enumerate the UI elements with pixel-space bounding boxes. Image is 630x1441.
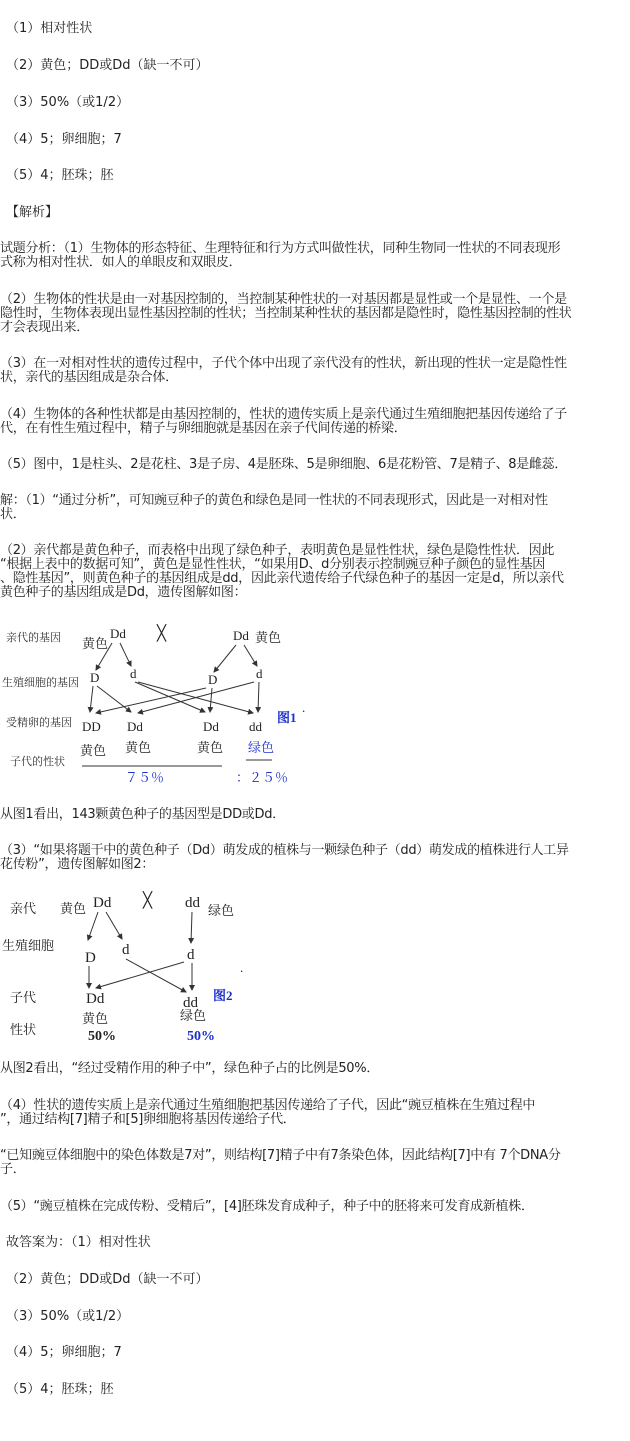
conclusion-line: 子． — [0, 1162, 26, 1177]
gamete-right-D: D — [208, 672, 218, 687]
figure-1-dot: . — [302, 700, 306, 715]
gamete-right-d: d — [256, 666, 263, 681]
genetic-diagram-figure-1 — [0, 616, 330, 788]
gamete-left-d: d — [130, 666, 137, 681]
analysis-line: 式称为相对性状．如人的单眼皮和双眼皮． — [0, 255, 242, 270]
percent-green: 50% — [187, 1029, 215, 1044]
conclusion-line: （4）性状的遗传实质上是亲代通过生殖细胞把基因传递给了子代，因此“豌豆植株在生殖过程中 — [0, 1098, 536, 1113]
gamete-left-D: D — [90, 670, 100, 685]
zygote-Dd-2: Dd — [203, 719, 219, 734]
analysis-line: 状． — [0, 507, 26, 522]
offspring-Dd: Dd — [86, 991, 105, 1007]
zygote-dd: dd — [249, 719, 262, 734]
analysis-line: 、隐性基因”，则黄色种子的基因组成是dd，因此亲代遗传给子代绿色种子的基因一定是d，所以亲代 — [0, 571, 564, 586]
analysis-heading: 【解析】 — [6, 205, 59, 220]
final-answer-line: （3）50%（或1/2） — [6, 1309, 130, 1324]
zygote-DD: DD — [82, 719, 101, 734]
row-label-offspring: 子代 — [10, 990, 37, 1005]
final-answer-line: 故答案为：（1）相对性状 — [6, 1235, 151, 1250]
row-label-offspring-trait: 子代的性状 — [10, 756, 65, 768]
parent-right-color: 绿色 — [208, 903, 235, 918]
trait-green: 绿色 — [180, 1008, 207, 1023]
analysis-line: （2）亲代都是黄色种子，而表格中出现了绿色种子，表明黄色是显性性状，绿色是隐性性状．因此 — [0, 543, 555, 558]
analysis-line: “根据上表中的数据可知”，黄色是显性性状，“如果用D、d分别表示控制豌豆种子颜色的显性基因 — [0, 557, 545, 572]
analysis-line: （4）生物体的各种性状都是由基因控制的，性状的遗传实质上是亲代通过生殖细胞把基因传递给了子 — [0, 407, 567, 422]
figure-1-caption: 图1 — [277, 710, 297, 725]
ratio-green: ：２５％ — [236, 770, 289, 785]
answer-line-1: （1）相对性状 — [6, 21, 93, 36]
trait-yellow-3: 黄色 — [197, 740, 224, 755]
conclusion-line: ”，通过结构[7]精子和[5]卵细胞将基因传递给子代． — [0, 1112, 296, 1127]
figure-2-caption: 图2 — [213, 988, 233, 1003]
zygote-Dd-1: Dd — [127, 719, 143, 734]
trait-yellow-2: 黄色 — [125, 740, 152, 755]
figure-2-dot: . — [240, 960, 244, 975]
answer-line-3: （3）50%（或1/2） — [6, 95, 130, 110]
analysis-line: （2）生物体的性状是由一对基因控制的，当控制某种性状的一对基因都是显性或一个是显性、一个是 — [0, 292, 567, 307]
analysis-line: 解：（1）“通过分析”，可知豌豆种子的黄色和绿色是同一性状的不同表现形式，因此是一对相对性 — [0, 493, 548, 508]
analysis-line: 状，亲代的基因组成是杂合体． — [0, 370, 178, 385]
final-answer-line: （2）黄色；DD或Dd（缺一不可） — [6, 1272, 209, 1287]
parent-right-color: 黄色 — [255, 630, 282, 645]
answer-line-5: （5）4；胚珠；胚 — [6, 168, 114, 183]
final-answer-line: （5）4；胚珠；胚 — [6, 1382, 114, 1397]
cross-symbol: ╳ — [157, 626, 167, 642]
figure-1-conclusion: 从图1看出，143颗黄色种子的基因型是DD或Dd． — [0, 807, 285, 822]
row-label-zygote-genes: 受精卵的基因 — [6, 717, 72, 729]
section3-line: （3）“如果将题干中的黄色种子（Dd）萌发成的植株与一颗绿色种子（dd）萌发成的植株进行人工异 — [0, 843, 569, 858]
gamete-D: D — [85, 950, 96, 966]
gamete-d-right: d — [187, 947, 195, 963]
analysis-line: 试题分析：（1）生物体的形态特征、生理特征和行为方式叫做性状，同种生物同一性状的不同表现形 — [0, 241, 561, 256]
parent-right-gene: Dd — [233, 628, 249, 643]
row-label-trait: 性状 — [10, 1022, 37, 1037]
row-label-parent-genes: 亲代的基因 — [6, 632, 61, 644]
analysis-line: （3）在一对相对性状的遗传过程中，子代个体中出现了亲代没有的性状，新出现的性状一定是隐性性 — [0, 356, 567, 371]
analysis-line: 黄色种子的基因组成是Dd，遗传图解如图： — [0, 585, 247, 600]
analysis-line: 才会表现出来． — [0, 320, 89, 335]
row-label-gamete-genes: 生殖细胞的基因 — [2, 677, 79, 689]
cross-symbol: ╳ — [143, 893, 153, 909]
analysis-line: （5）图中，1是柱头、2是花柱、3是子房、4是胚珠、5是卵细胞、6是花粉管、7是精子、8是雌蕊． — [0, 457, 568, 472]
trait-green: 绿色 — [248, 740, 275, 755]
trait-yellow: 黄色 — [82, 1011, 109, 1026]
parent-left-color: 黄色 — [82, 636, 109, 651]
conclusion-line: 从图2看出，“经过受精作用的种子中”，绿色种子占的比例是50%． — [0, 1061, 380, 1076]
answer-line-4: （4）5；卵细胞；7 — [6, 132, 122, 147]
offspring-dd: dd — [183, 995, 198, 1011]
row-label-parents: 亲代 — [10, 901, 37, 916]
parent-right-gene: dd — [185, 895, 200, 911]
parent-left-color: 黄色 — [60, 901, 87, 916]
conclusion-line: “已知豌豆体细胞中的染色体数是7对”，则结构[7]精子中有7条染色体，因此结构[7]中有 7个DNA分 — [0, 1148, 561, 1163]
percent-yellow: 50% — [88, 1029, 116, 1044]
ratio-yellow: ７５％ — [125, 770, 165, 785]
analysis-line: 代，在有性生殖过程中，精子与卵细胞就是基因在亲子代间传递的桥梁． — [0, 421, 407, 436]
final-answer-line: （4）5；卵细胞；7 — [6, 1345, 122, 1360]
parent-left-gene: Dd — [93, 895, 112, 911]
section3-line: 花传粉”，遗传图解如图2： — [0, 857, 155, 872]
genetic-diagram-figure-2 — [0, 882, 260, 1048]
analysis-line: 隐性时，生物体表现出显性基因控制的性状；当控制某种性状的基因都是隐性时，隐性基因控制的性状 — [0, 306, 572, 321]
row-label-gametes: 生殖细胞 — [2, 938, 55, 953]
answer-line-2: （2）黄色；DD或Dd（缺一不可） — [6, 58, 209, 73]
gamete-d-left: d — [122, 942, 130, 958]
parent-left-gene: Dd — [110, 626, 126, 641]
conclusion-line: （5）“豌豆植株在完成传粉、受精后”，[4]胚珠发育成种子，种子中的胚将来可发育成新植株． — [0, 1199, 534, 1214]
trait-yellow-1: 黄色 — [80, 743, 107, 758]
